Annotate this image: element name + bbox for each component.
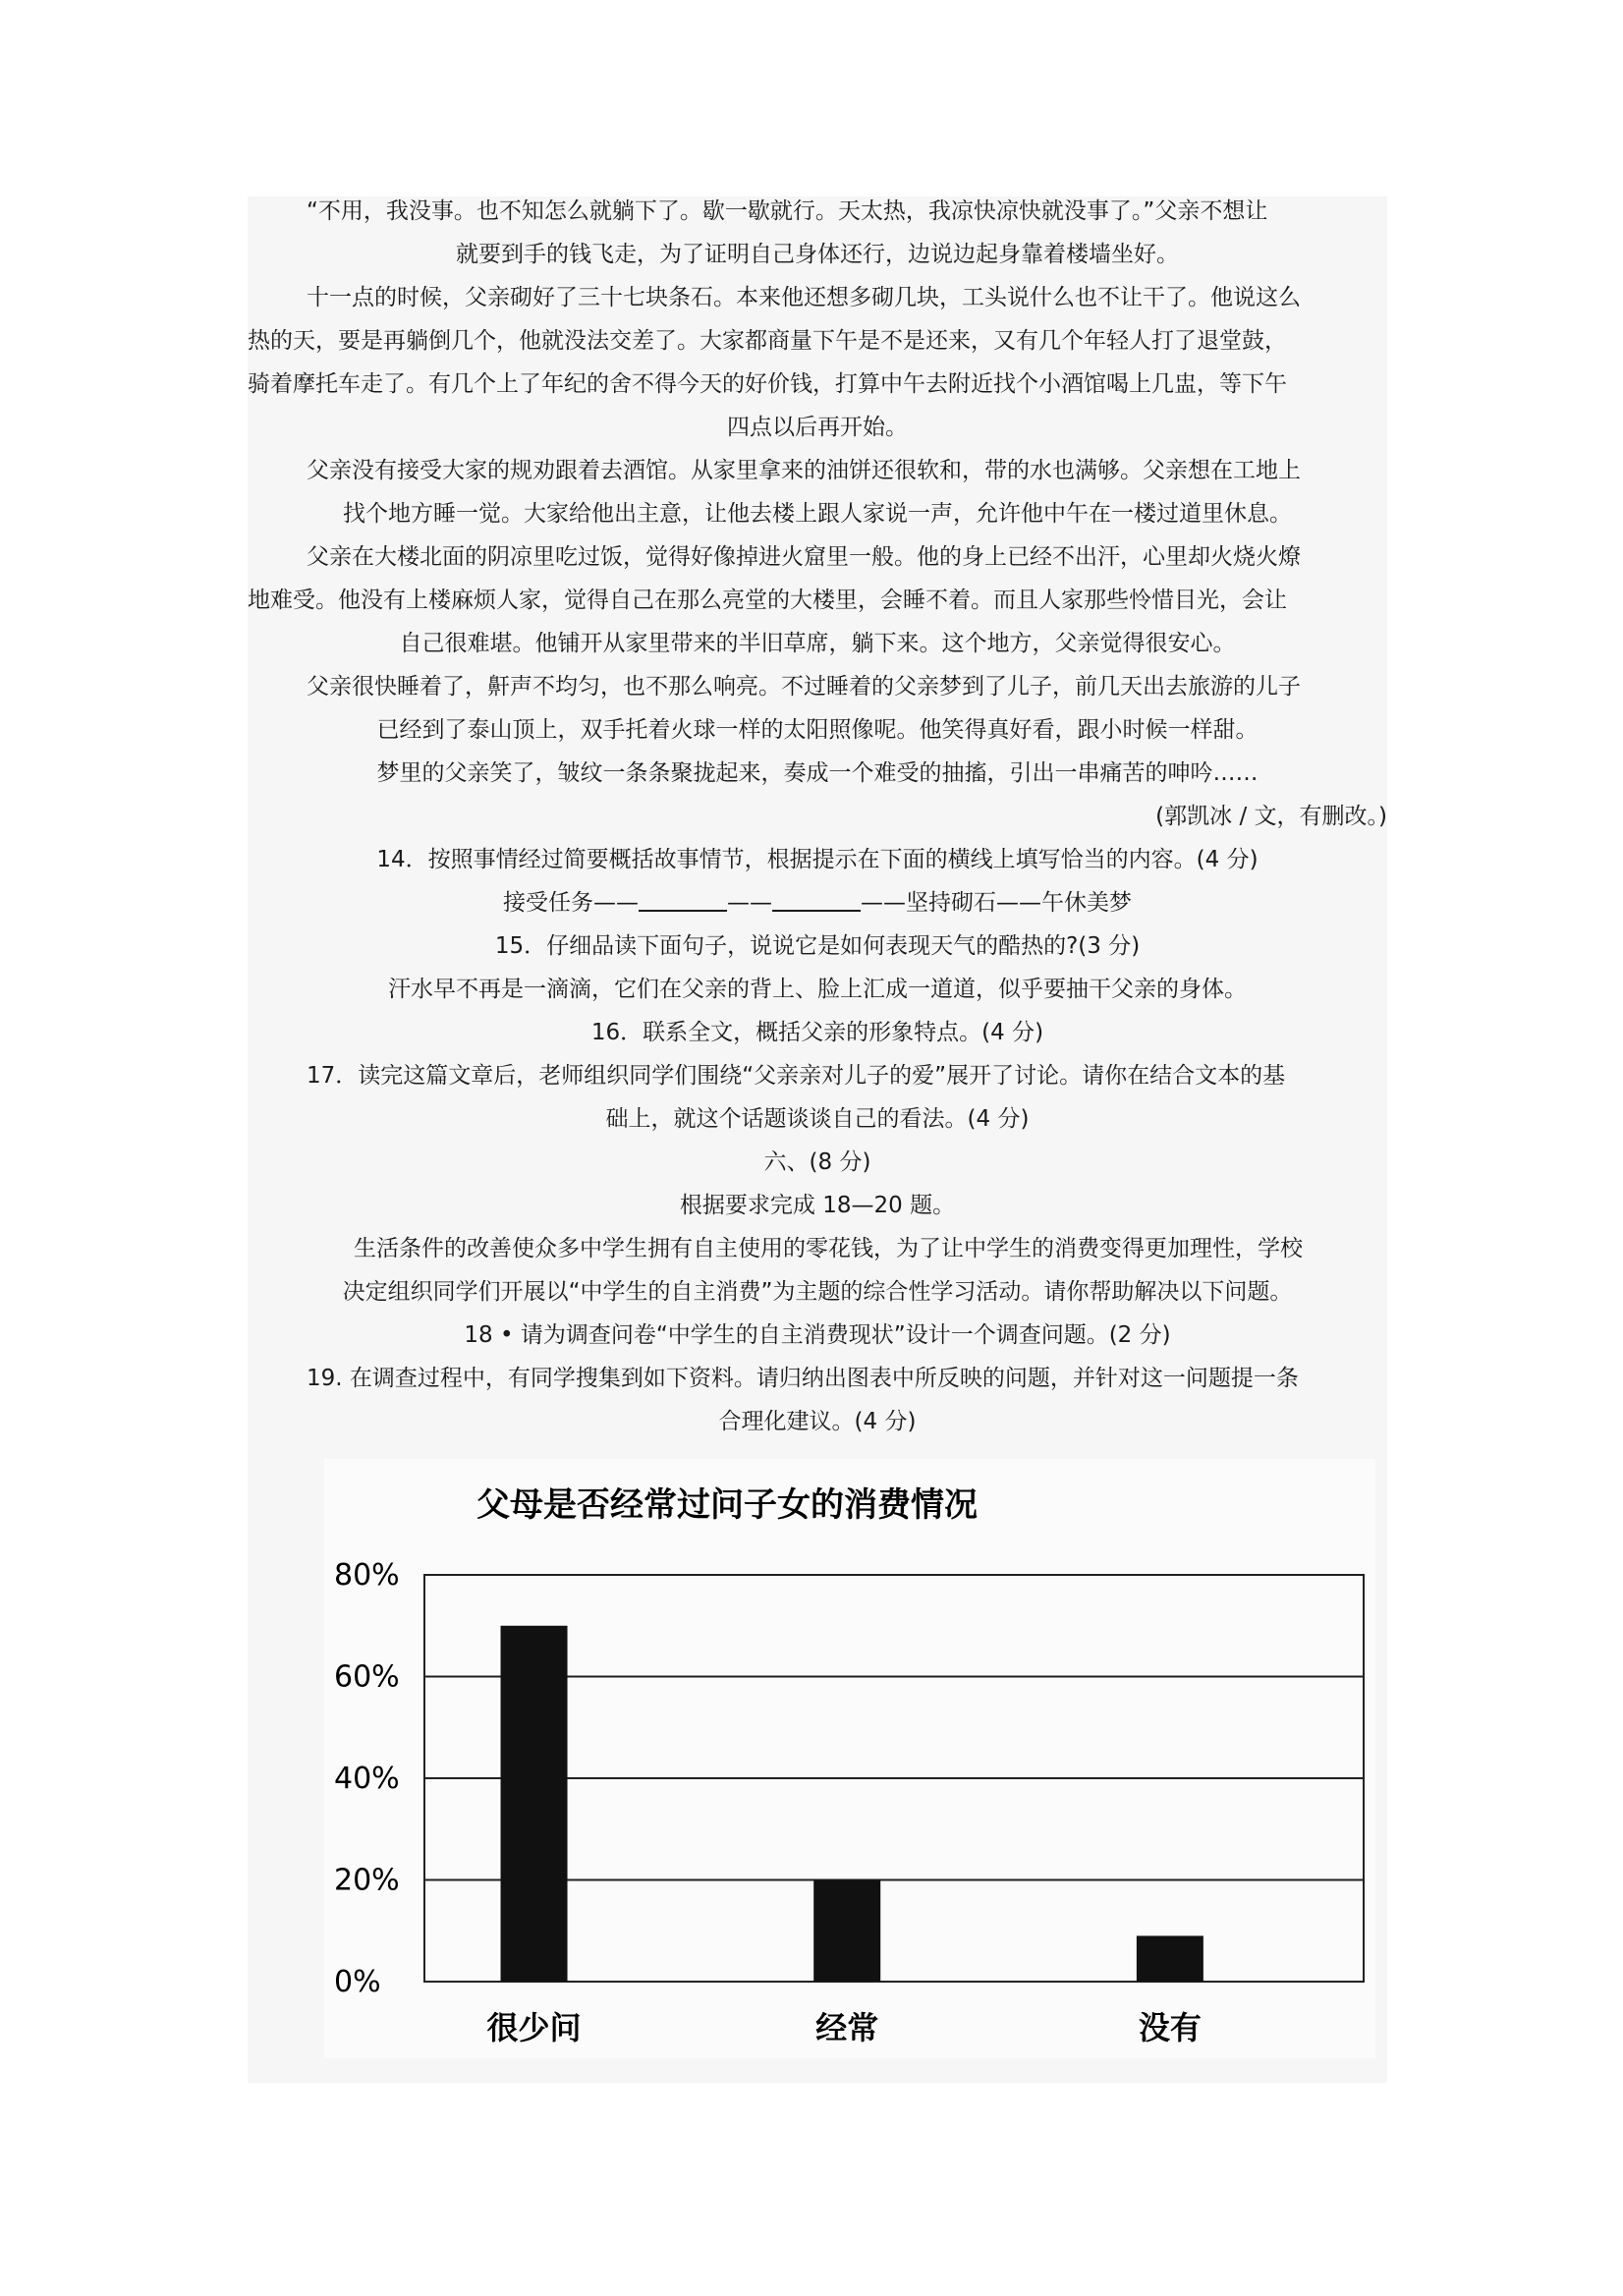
exam-page	[248, 196, 1387, 2083]
bar	[813, 1880, 880, 1983]
outline-part-2: ——	[727, 890, 772, 916]
outline-part-1: 接受任务——	[503, 890, 639, 916]
y-tick-label: 80%	[334, 1558, 400, 1593]
answer-blank-1[interactable]	[639, 888, 727, 912]
passage-line: 父亲没有接受大家的规劝跟着去酒馆。从家里拿来的油饼还很软和，带的水也满够。父亲想在工地上	[307, 458, 1301, 483]
question-15: 15．仔细品读下面句子，说说它是如何表现天气的酷热的?(3 分)	[494, 933, 1141, 959]
bar-chart	[324, 1459, 1375, 2058]
question-19: 19. 在调查过程中，有同学搜集到如下资料。请归纳出图表中所反映的问题，并针对这一问题提一条	[307, 1366, 1299, 1391]
passage-line: 自己很难堪。他铺开从家里带来的半旧草席，躺下来。这个地方，父亲觉得很安心。	[399, 631, 1236, 656]
category-label: 很少问	[486, 2009, 582, 2046]
category-label: 经常	[815, 2009, 879, 2046]
y-tick-label: 40%	[334, 1762, 400, 1796]
passage-line: 找个地方睡一觉。大家给他出主意，让他去楼上跟人家说一声，允许他中午在一楼过道里休息。	[343, 501, 1292, 527]
question-17: 17．读完这篇文章后，老师组织同学们围绕“父亲亲对儿子的爱”展开了讨论。请你在结合文本的基	[307, 1063, 1286, 1089]
question-18: 18 • 请为调查问卷“中学生的自主消费现状”设计一个调查问题。(2 分)	[464, 1322, 1171, 1348]
question-14-outline	[248, 888, 1387, 918]
question-16: 16．联系全文，概括父亲的形象特点。(4 分)	[590, 1020, 1044, 1045]
passage-line: “不用，我没事。也不知怎么就躺下了。歇一歇就行。天太热，我凉快凉快就没事了。”父亲不想让	[307, 198, 1268, 224]
source-attribution: (郭凯冰 / 文，有删改。)	[1155, 804, 1387, 829]
chart-title: 父母是否经常过问子女的消费情况	[476, 1485, 978, 1525]
section-heading: 六、(8 分)	[763, 1149, 871, 1175]
passage-line: 热的天，要是再躺倒几个，他就没法交差了。大家都商量下午是不是还来，又有几个年轻人打了退堂鼓，	[248, 328, 1287, 354]
question-15-quote: 汗水早不再是一滴滴，它们在父亲的背上、脸上汇成一道道，似乎要抽干父亲的身体。	[388, 977, 1247, 1002]
passage-line: 十一点的时候，父亲砌好了三十七块条石。本来他还想多砌几块，工头说什么也不让干了。他说这么	[307, 285, 1301, 310]
bar	[1137, 1935, 1203, 1982]
passage-line: 父亲在大楼北面的阴凉里吃过饭，觉得好像掉进火窟里一般。他的身上已经不出汗，心里却火烧火燎	[307, 544, 1301, 570]
question-19-cont: 合理化建议。(4 分)	[718, 1409, 917, 1434]
question-14: 14．按照事情经过简要概括故事情节，根据提示在下面的横线上填写恰当的内容。(4 分)	[376, 847, 1259, 872]
passage-line: 父亲很快睡着了，鼾声不均匀，也不那么响亮。不过睡着的父亲梦到了儿子，前几天出去旅游的儿子	[307, 674, 1301, 700]
y-tick-label: 60%	[334, 1659, 400, 1695]
background-text: 决定组织同学们开展以“中学生的自主消费”为主题的综合性学习活动。请你帮助解决以下问题。	[342, 1279, 1293, 1305]
y-tick-label: 0%	[334, 1965, 381, 1999]
passage-line: 梦里的父亲笑了，皱纹一条条聚拢起来，奏成一个难受的抽搐，引出一串痛苦的呻吟……	[376, 760, 1259, 786]
outline-part-3: ——坚持砌石——午休美梦	[861, 890, 1132, 916]
bar	[501, 1626, 568, 1982]
section-intro: 根据要求完成 18—20 题。	[679, 1193, 956, 1218]
y-tick-label: 20%	[334, 1863, 400, 1898]
background-text: 生活条件的改善使众多中学生拥有自主使用的零花钱，为了让中学生的消费变得更加理性，学校	[354, 1236, 1303, 1261]
answer-blank-2[interactable]	[772, 888, 861, 912]
passage-line: 四点以后再开始。	[727, 415, 908, 440]
passage-line: 骑着摩托车走了。有几个上了年纪的舍不得今天的好价钱，打算中午去附近找个小酒馆喝上几盅，等下午	[248, 371, 1287, 397]
question-17-cont: 础上，就这个话题谈谈自己的看法。(4 分)	[605, 1106, 1030, 1132]
passage-line: 地难受。他没有上楼麻烦人家，觉得自己在那么亮堂的大楼里，会睡不着。而且人家那些怜惜目光，会让	[248, 588, 1287, 613]
passage-line: 就要到手的钱飞走，为了证明自己身体还行，边说边起身靠着楼墙坐好。	[456, 242, 1179, 267]
category-label: 没有	[1138, 2009, 1202, 2046]
passage-line: 已经到了泰山顶上，双手托着火球一样的太阳照像呢。他笑得真好看，跟小时候一样甜。	[376, 717, 1259, 743]
bar-chart-svg	[324, 1459, 1375, 2058]
